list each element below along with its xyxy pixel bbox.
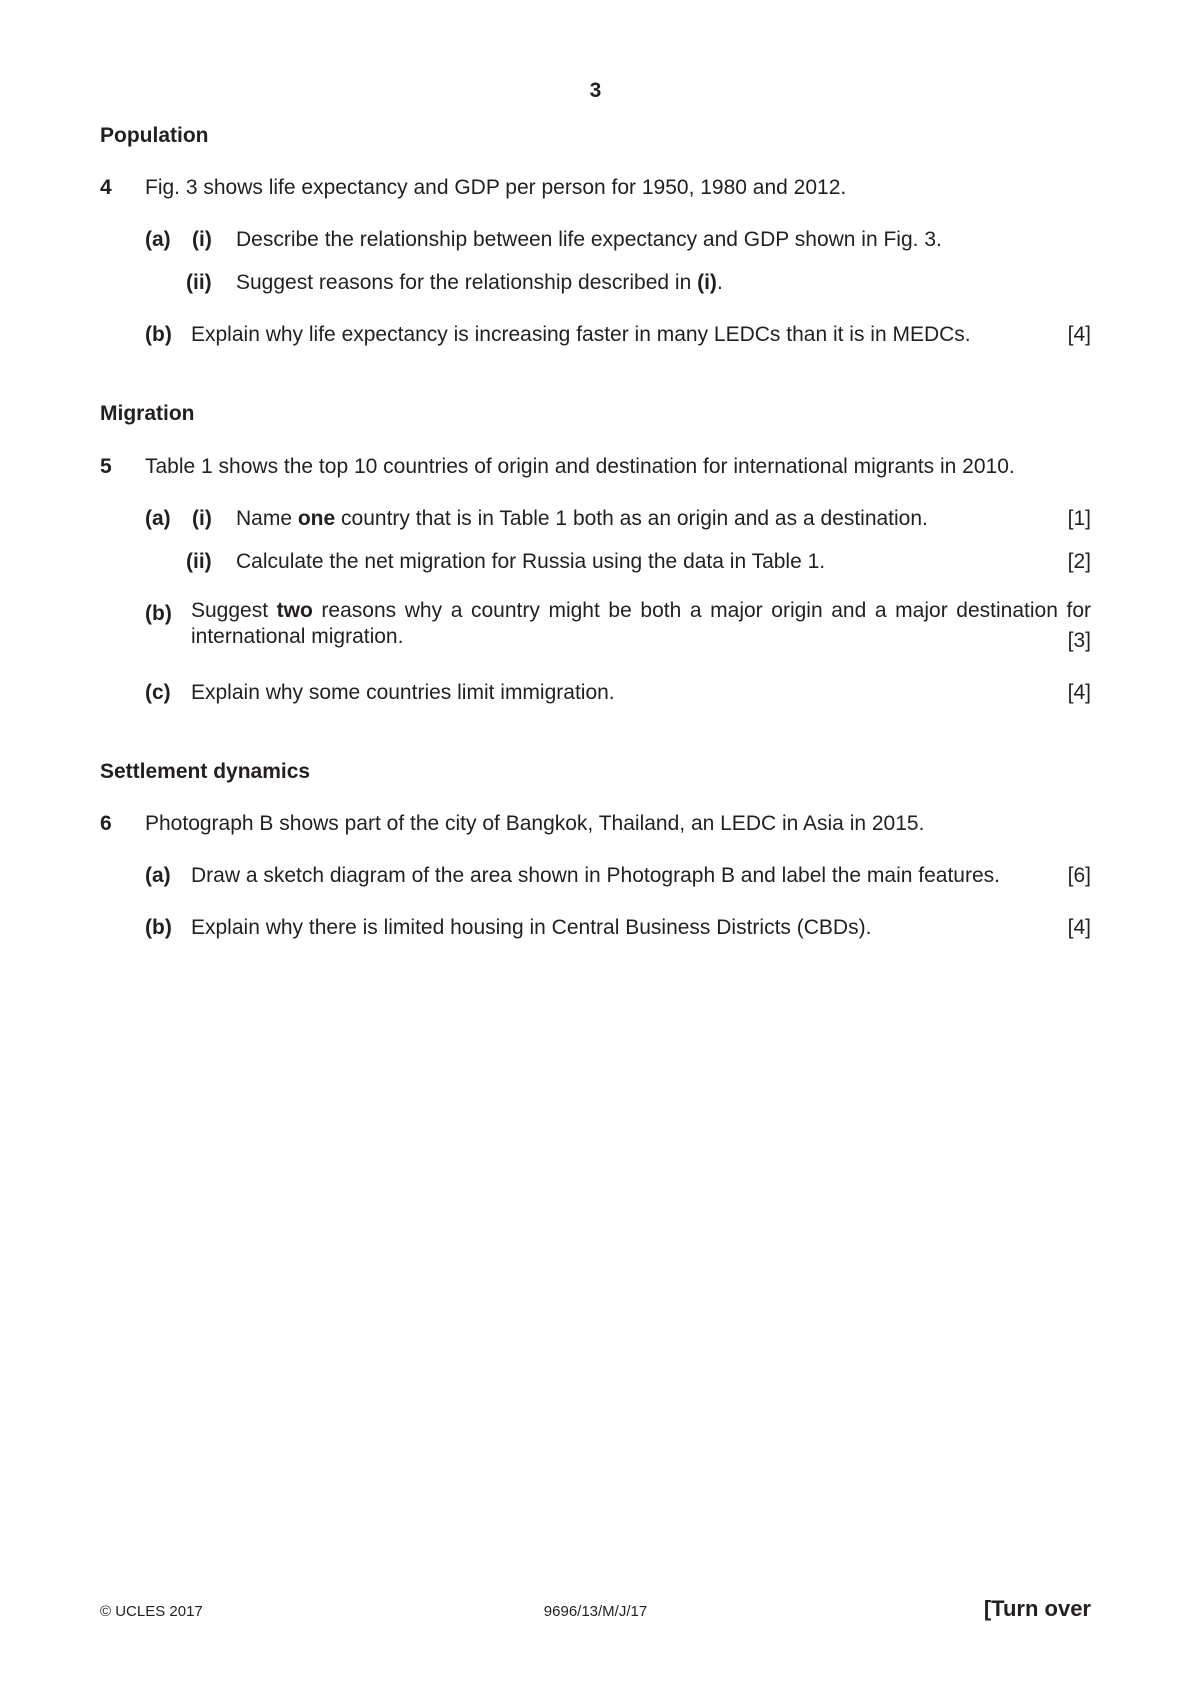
page-number: 3	[589, 79, 602, 102]
q5-b-text: Suggest two reasons why a country might be both a major origin and a major destination for international migration.	[191, 599, 1091, 648]
q4-b-marks: [4]	[1067, 323, 1091, 346]
q6-a-text: Draw a sketch diagram of the area shown in Photograph B and label the main features.	[191, 864, 1000, 887]
q4-part-a-label: (a)	[145, 228, 171, 251]
q6-a-marks: [6]	[1067, 864, 1091, 887]
q6-part-b-label: (b)	[145, 916, 172, 939]
q4-a-ii-text: Suggest reasons for the relationship described in (i).	[236, 271, 723, 294]
footer-paper-code: 9696/13/M/J/17	[543, 1603, 648, 1620]
q4-a-i-text: Describe the relationship between life expectancy and GDP shown in Fig. 3.	[236, 228, 942, 251]
q5-a-ii-marks: [2]	[1067, 550, 1091, 573]
q4-a-ii-label: (ii)	[186, 271, 212, 294]
q6-b-text: Explain why there is limited housing in Central Business Districts (CBDs).	[191, 916, 872, 939]
q4-b-text: Explain why life expectancy is increasing faster in many LEDCs than it is in MEDCs.	[191, 323, 971, 346]
q5-a-ii-label: (ii)	[186, 550, 212, 573]
question-5-stem: Table 1 shows the top 10 countries of origin and destination for international migrants in 2010.	[145, 455, 1015, 478]
q5-a-i-marks: [1]	[1067, 507, 1091, 530]
q5-c-marks: [4]	[1067, 681, 1091, 704]
q4-part-b-label: (b)	[145, 323, 172, 346]
q4-a-i-label: (i)	[192, 228, 212, 251]
q5-part-a-label: (a)	[145, 507, 171, 530]
question-number-6: 6	[100, 812, 112, 835]
section-heading-population: Population	[100, 124, 209, 147]
q5-c-text: Explain why some countries limit immigration.	[191, 681, 615, 704]
q5-a-ii-text: Calculate the net migration for Russia using the data in Table 1.	[236, 550, 826, 573]
q5-part-c-label: (c)	[145, 681, 171, 704]
footer-turn-over: [Turn over	[983, 1596, 1091, 1621]
q5-b-marks: [3]	[1067, 629, 1091, 652]
question-number-4: 4	[100, 176, 112, 199]
section-heading-migration: Migration	[100, 402, 195, 425]
question-number-5: 5	[100, 455, 112, 478]
footer-copyright: © UCLES 2017	[100, 1603, 203, 1620]
question-4-stem: Fig. 3 shows life expectancy and GDP per person for 1950, 1980 and 2012.	[145, 176, 847, 199]
q6-part-a-label: (a)	[145, 864, 171, 887]
section-heading-settlement-dynamics: Settlement dynamics	[100, 760, 311, 783]
q6-b-marks: [4]	[1067, 916, 1091, 939]
question-6-stem: Photograph B shows part of the city of Bangkok, Thailand, an LEDC in Asia in 2015.	[145, 812, 925, 835]
q5-a-i-text: Name one country that is in Table 1 both as an origin and as a destination.	[236, 507, 928, 530]
q5-a-i-label: (i)	[192, 507, 212, 530]
q5-part-b-label: (b)	[145, 602, 172, 625]
